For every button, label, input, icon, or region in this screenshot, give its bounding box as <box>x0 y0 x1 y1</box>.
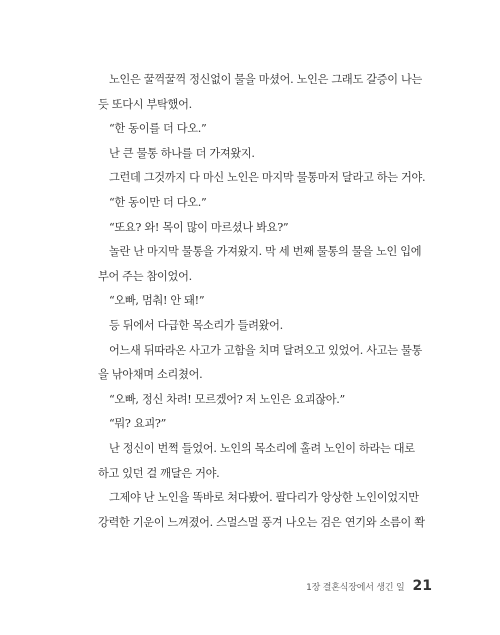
text-line: 하고 있던 걸 깨달은 거야. <box>98 466 220 480</box>
text-line: “오빠, 멈춰! 안 돼!” <box>109 294 205 308</box>
page-number: 21 <box>412 578 432 594</box>
page-footer <box>306 578 432 594</box>
text-line: 듯 또다시 부탁했어. <box>98 97 192 111</box>
text-line: 그제야 난 노인을 똑바로 쳐다봤어. 팔다리가 앙상한 노인이었지만 <box>109 491 419 505</box>
chapter-title: 1장 결혼식장에서 생긴 일 <box>306 583 405 593</box>
text-line: 놀란 난 마지막 물통을 가져왔지. 막 세 번째 물통의 물을 노인 입에 <box>109 245 422 259</box>
text-line: “오빠, 정신 차려! 모르겠어? 저 노인은 요괴잖아.” <box>109 392 345 406</box>
text-line: 노인은 꿀꺽꿀꺽 정신없이 물을 마셨어. 노인은 그래도 갈증이 나는 <box>109 73 422 86</box>
text-line: 등 뒤에서 다급한 목소리가 들려왔어. <box>109 318 283 332</box>
text-line: 강력한 기운이 느껴졌어. 스멀스멀 풍겨 나오는 검은 연기와 소름이 쫙 <box>98 515 425 529</box>
text-line: “뭐? 요괴?” <box>109 417 167 431</box>
body-text <box>98 68 426 535</box>
text-line: “한 동이를 더 다오.” <box>109 122 207 136</box>
text-line: 그런데 그것까지 다 마신 노인은 마지막 물통마저 달라고 하는 거야. <box>109 171 426 185</box>
text-line: 부어 주는 참이었어. <box>98 269 192 283</box>
text-line: “또요? 와! 목이 많이 마르셨나 봐요?” <box>109 220 289 234</box>
text-line: 을 낚아채며 소리쳤어. <box>98 368 203 382</box>
text-line: 난 큰 물통 하나를 더 가져왔지. <box>109 146 255 160</box>
text-line: 어느새 뒤따라온 사고가 고함을 치며 달려오고 있었어. 사고는 물통 <box>109 343 422 357</box>
text-line: 난 정신이 번쩍 들었어. 노인의 목소리에 홀려 노인이 하라는 대로 <box>109 441 415 455</box>
text-line: “한 동이만 더 다오.” <box>109 195 207 209</box>
